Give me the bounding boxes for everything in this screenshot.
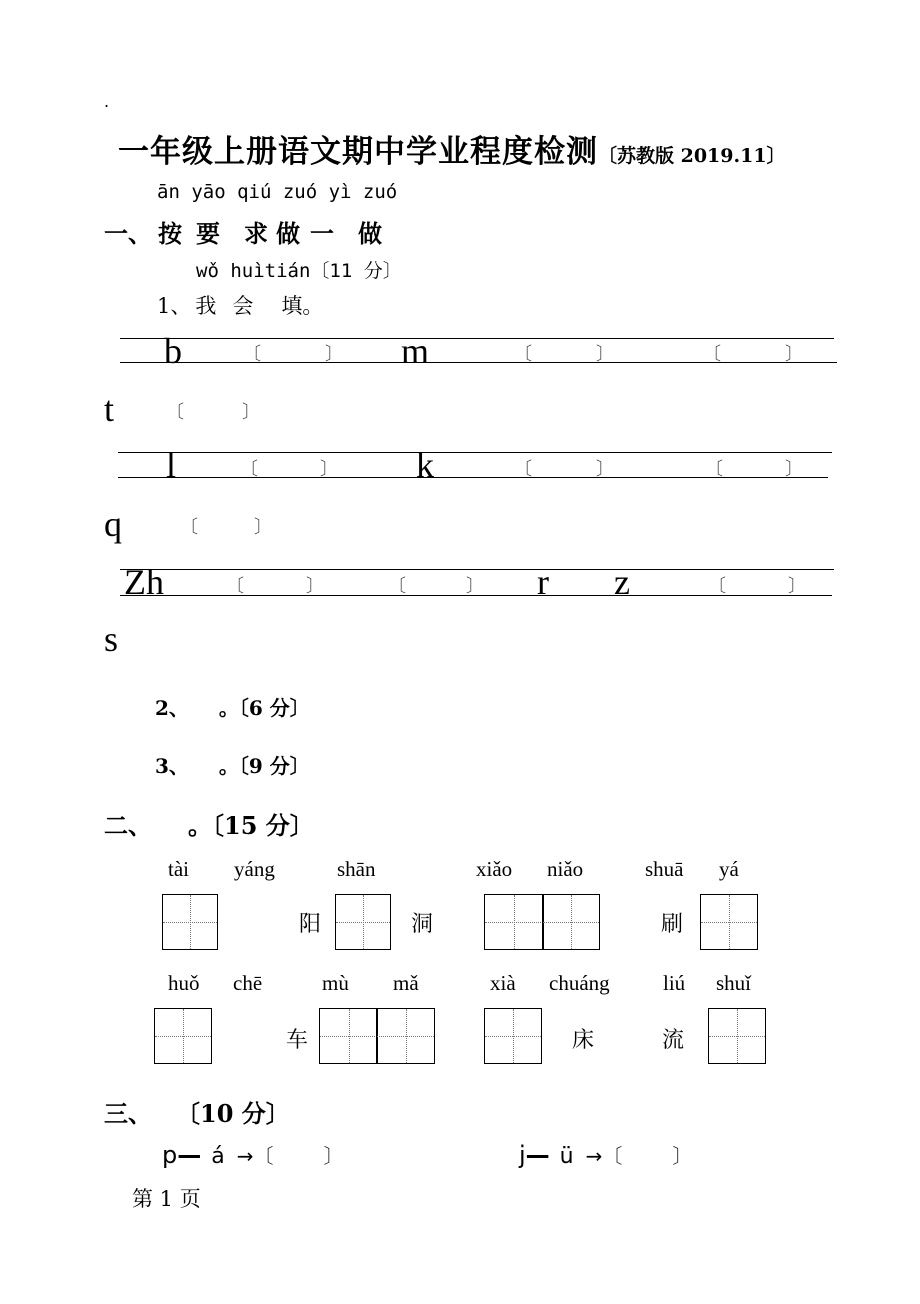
heading-number: 一、	[104, 219, 152, 248]
pinyin-label: chē	[233, 971, 263, 995]
answer-arrow[interactable]: →〔	[585, 1144, 623, 1168]
hanzi-char: 洞	[411, 912, 434, 937]
blank-paren-open[interactable]: 〔	[388, 576, 406, 597]
final: ü	[559, 1144, 574, 1169]
question-char: 我	[195, 294, 217, 318]
writing-grid-box[interactable]	[484, 1008, 542, 1064]
pinyin-label: huǒ	[168, 971, 200, 995]
letter-r: r	[537, 562, 549, 602]
writing-grid-box[interactable]	[162, 894, 218, 950]
section2-heading: 二、 。〔15 分〕	[104, 811, 314, 840]
pinyin-label: shuā	[645, 857, 684, 881]
question-char: 填。	[281, 294, 324, 318]
hanzi-char: 刷	[661, 912, 684, 937]
answer-arrow[interactable]: →〔	[236, 1144, 274, 1168]
blank-paren-close: 〕	[242, 402, 260, 423]
page-number: 第 1 页	[132, 1187, 201, 1211]
heading-char: 要	[196, 219, 220, 248]
answer-close: 〕	[672, 1144, 693, 1168]
answer-close: 〕	[323, 1144, 344, 1168]
pinyin-label: liú	[663, 971, 686, 995]
letter-s: s	[104, 619, 119, 659]
blank-paren-close: 〕	[325, 344, 343, 365]
letter-q: q	[104, 504, 122, 544]
blank-paren-close: 〕	[596, 344, 614, 365]
question-2-label: 2、 。〔6 分〕	[155, 696, 310, 720]
writing-grid-box[interactable]	[700, 894, 758, 950]
hanzi-char: 床	[572, 1028, 595, 1053]
heading-char: 按	[158, 219, 182, 248]
pinyin-label: mǎ	[393, 971, 419, 995]
dash: —	[525, 1141, 550, 1169]
blank-paren-close: 〕	[785, 344, 803, 365]
pinyin-label: mù	[322, 971, 349, 995]
letter-b: b	[164, 331, 182, 371]
blank-paren-open[interactable]: 〔	[166, 402, 184, 423]
pinyin-label: shuǐ	[716, 971, 752, 995]
pinyin-label: yá	[719, 857, 739, 881]
writing-rule	[120, 362, 837, 363]
section1-pinyin-line: ān yāo qiú zuó yì zuó	[157, 181, 398, 203]
page-dot: .	[104, 92, 110, 111]
blank-paren-open[interactable]: 〔	[708, 576, 726, 597]
hanzi-char: 车	[286, 1028, 309, 1053]
title-edition: 〔苏教版 2019.11〕	[598, 145, 786, 167]
pinyin-label: tài	[168, 857, 189, 881]
writing-rule	[118, 452, 832, 453]
pinyin-label: chuáng	[549, 971, 610, 995]
heading-char: 做	[276, 219, 300, 248]
blank-paren-open[interactable]: 〔	[514, 344, 532, 365]
pinyin-label: xiǎo	[476, 857, 513, 881]
writing-grid-box[interactable]	[542, 894, 600, 950]
hanzi-char: 流	[662, 1028, 685, 1053]
dash: —	[177, 1141, 202, 1169]
heading-char: 做	[358, 219, 382, 248]
spelling-exercise-1	[162, 1140, 343, 1169]
section3-heading: 三、 〔10 分〕	[104, 1099, 290, 1128]
section1-heading	[104, 214, 382, 249]
pinyin-label: yáng	[234, 857, 275, 881]
blank-paren-open[interactable]: 〔	[180, 517, 198, 538]
question-char: 会	[232, 294, 254, 318]
blank-paren-open[interactable]: 〔	[240, 459, 258, 480]
section1-pinyin-line-2: wǒ huìtián〔11 分〕	[196, 260, 402, 282]
writing-grid-box[interactable]	[154, 1008, 212, 1064]
page-title	[118, 126, 786, 171]
letter-l: l	[166, 445, 177, 485]
writing-grid-box[interactable]	[376, 1008, 435, 1064]
writing-grid-box[interactable]	[319, 1008, 378, 1064]
hanzi-char: 阳	[299, 912, 322, 937]
blank-paren-close: 〕	[466, 576, 484, 597]
heading-char: 一	[310, 219, 334, 248]
pinyin-label: shān	[337, 857, 376, 881]
pinyin-label: niǎo	[547, 857, 584, 881]
blank-paren-close: 〕	[785, 459, 803, 480]
blank-paren-close: 〕	[306, 576, 324, 597]
letter-zh: Zh	[124, 562, 164, 602]
blank-paren-close: 〕	[254, 517, 272, 538]
spelling-exercise-2	[519, 1140, 692, 1169]
blank-paren-open[interactable]: 〔	[514, 459, 532, 480]
final: á	[211, 1144, 225, 1169]
blank-paren-close: 〕	[596, 459, 614, 480]
letter-k: k	[416, 445, 434, 485]
initial: p	[162, 1141, 178, 1169]
blank-paren-close: 〕	[320, 459, 338, 480]
blank-paren-open[interactable]: 〔	[705, 459, 723, 480]
blank-paren-open[interactable]: 〔	[243, 344, 261, 365]
letter-z: z	[614, 562, 630, 602]
pinyin-label: xià	[490, 971, 516, 995]
letter-t: t	[104, 389, 115, 429]
question-3-label: 3、 。〔9 分〕	[155, 754, 310, 778]
title-main: 一年级上册语文期中学业程度检测	[118, 134, 598, 170]
writing-grid-box[interactable]	[484, 894, 544, 950]
blank-paren-close: 〕	[788, 576, 806, 597]
writing-grid-box[interactable]	[335, 894, 391, 950]
writing-grid-box[interactable]	[708, 1008, 766, 1064]
letter-m: m	[401, 331, 430, 371]
question-1-label	[157, 290, 323, 320]
blank-paren-open[interactable]: 〔	[703, 344, 721, 365]
initial: j	[519, 1141, 526, 1169]
writing-rule	[120, 338, 834, 339]
writing-rule	[120, 569, 834, 570]
blank-paren-open[interactable]: 〔	[226, 576, 244, 597]
question-number: 1、	[157, 294, 192, 318]
heading-char: 求	[244, 219, 268, 248]
